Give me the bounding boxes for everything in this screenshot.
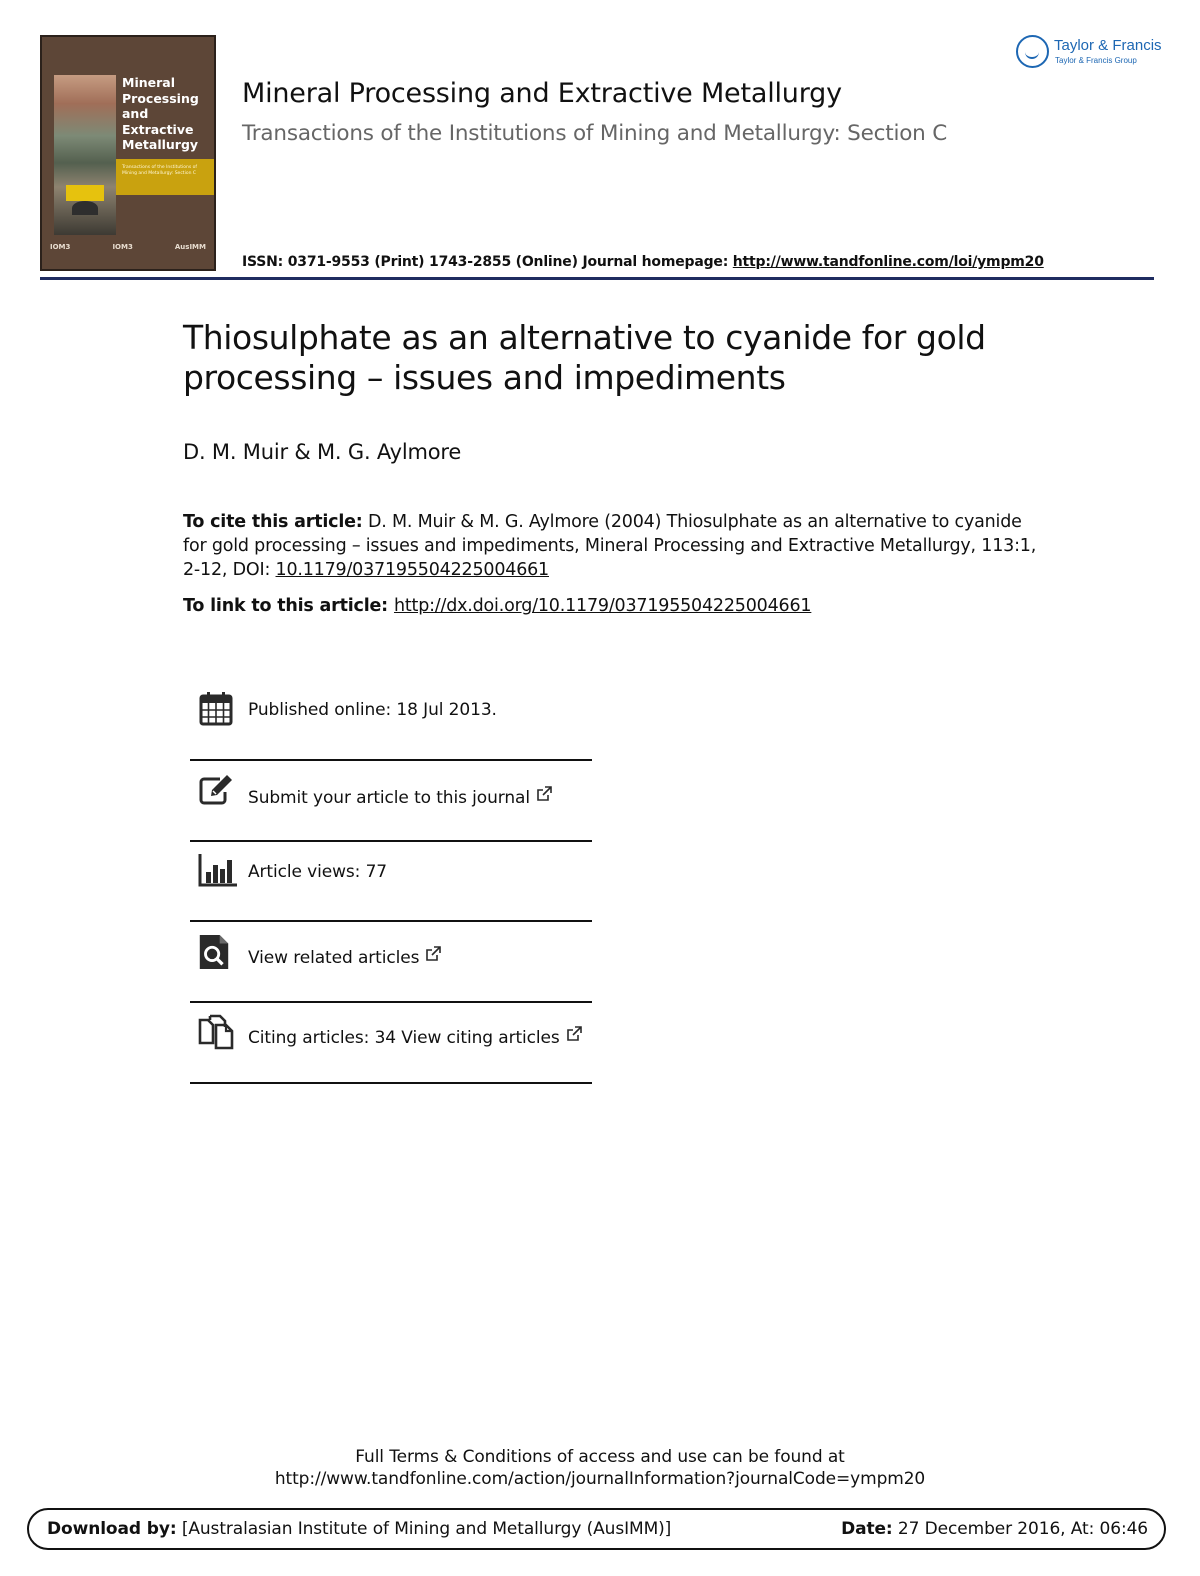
cover-title	[122, 75, 214, 153]
info-divider	[190, 920, 592, 922]
citing-articles-item[interactable]	[190, 1014, 592, 1056]
citing-articles-text: Citing articles: 34 View citing articles	[248, 1028, 560, 1048]
taylor-francis-emblem-icon	[1016, 35, 1049, 68]
citing-articles-link[interactable]	[248, 1026, 582, 1048]
citation-block	[183, 510, 1043, 582]
download-date	[841, 1519, 1148, 1539]
download-label: Download by:	[47, 1519, 177, 1539]
submit-article-link[interactable]	[248, 786, 552, 808]
copy-documents-icon	[198, 1014, 234, 1050]
cite-label: To cite this article:	[183, 512, 363, 532]
journal-homepage-link[interactable]: http://www.tandfonline.com/loi/ympm20	[732, 254, 1044, 270]
published-online-item	[190, 690, 592, 734]
download-value: [Australasian Institute of Mining and Metallurgy (AusIMM)]	[176, 1519, 672, 1539]
info-divider	[190, 1001, 592, 1003]
publisher-group: Taylor & Francis Group	[1055, 56, 1137, 65]
taylor-francis-logo[interactable]	[1016, 35, 1162, 71]
cite-text: D. M. Muir & M. G. Aylmore (2004) Thiosulphate as an alternative to cyanide for gold processing – issues and impediments, Mineral Processing and Extractive Metallurgy, 113:1, 2-12, DOI:	[183, 512, 1037, 580]
cover-band-text: Transactions of the Institutions of Mining and Metallurgy: Section C	[122, 165, 197, 176]
article-doi-link[interactable]: http://dx.doi.org/10.1179/037195504225004661	[393, 596, 812, 616]
cover-title-line: Processing	[122, 90, 199, 106]
article-authors: D. M. Muir & M. G. Aylmore	[183, 440, 462, 464]
date-label: Date:	[841, 1519, 893, 1539]
edit-icon	[198, 772, 234, 808]
cover-title-line: Mineral	[122, 75, 175, 90]
info-divider	[190, 1082, 592, 1084]
cover-title-line: Extractive	[122, 121, 194, 137]
calendar-icon	[198, 690, 234, 726]
bar-chart-icon	[198, 852, 238, 888]
submit-article-text: Submit your article to this journal	[248, 788, 530, 808]
issn-line	[242, 254, 1044, 270]
terms-line: Full Terms & Conditions of access and use can be found at	[355, 1447, 845, 1467]
terms-url-link[interactable]: http://www.tandfonline.com/action/journalInformation?journalCode=ympm20	[274, 1469, 926, 1489]
article-views-text: Article views: 77	[248, 862, 388, 882]
article-views-item	[190, 852, 592, 892]
external-link-icon	[536, 786, 552, 802]
article-title: Thiosulphate as an alternative to cyanide for gold processing – issues and impediments	[183, 318, 986, 397]
related-articles-link[interactable]	[248, 946, 441, 968]
external-link-icon	[425, 946, 441, 962]
article-link-block	[183, 596, 811, 616]
info-divider	[190, 759, 592, 761]
issn-text: ISSN: 0371-9553 (Print) 1743-2855 (Online) Journal homepage:	[242, 254, 733, 270]
cover-logos	[50, 243, 206, 251]
published-online-text: Published online: 18 Jul 2013.	[248, 700, 497, 720]
download-info-bar	[27, 1508, 1166, 1550]
info-divider	[190, 840, 592, 842]
journal-title[interactable]: Mineral Processing and Extractive Metallurgy	[242, 78, 842, 109]
cover-band	[116, 159, 216, 195]
journal-cover-image	[40, 35, 216, 271]
journal-subtitle: Transactions of the Institutions of Mining and Metallurgy: Section C	[242, 121, 948, 146]
related-articles-item[interactable]	[190, 934, 592, 976]
link-label: To link to this article:	[183, 596, 388, 616]
cover-title-line: and	[122, 106, 149, 121]
document-search-icon	[198, 934, 230, 970]
cover-logo: AusIMM	[174, 243, 206, 251]
cover-title-line: Metallurgy	[122, 137, 199, 152]
cover-machine-shape	[66, 185, 104, 201]
cover-logo: IOM3	[112, 243, 133, 251]
download-by	[47, 1519, 671, 1539]
terms-notice	[0, 1446, 1200, 1490]
header-divider	[40, 277, 1154, 280]
cover-logo: IOM3	[50, 243, 71, 251]
date-value: 27 December 2016, At: 06:46	[892, 1519, 1148, 1539]
submit-article-item[interactable]	[190, 772, 592, 816]
publisher-name: Taylor & Francis	[1054, 37, 1162, 54]
cover-machine-shape	[72, 201, 98, 215]
related-articles-text: View related articles	[248, 948, 420, 968]
cite-doi-link[interactable]: 10.1179/037195504225004661	[275, 560, 549, 580]
external-link-icon	[566, 1026, 582, 1042]
cover-photo	[54, 75, 116, 235]
